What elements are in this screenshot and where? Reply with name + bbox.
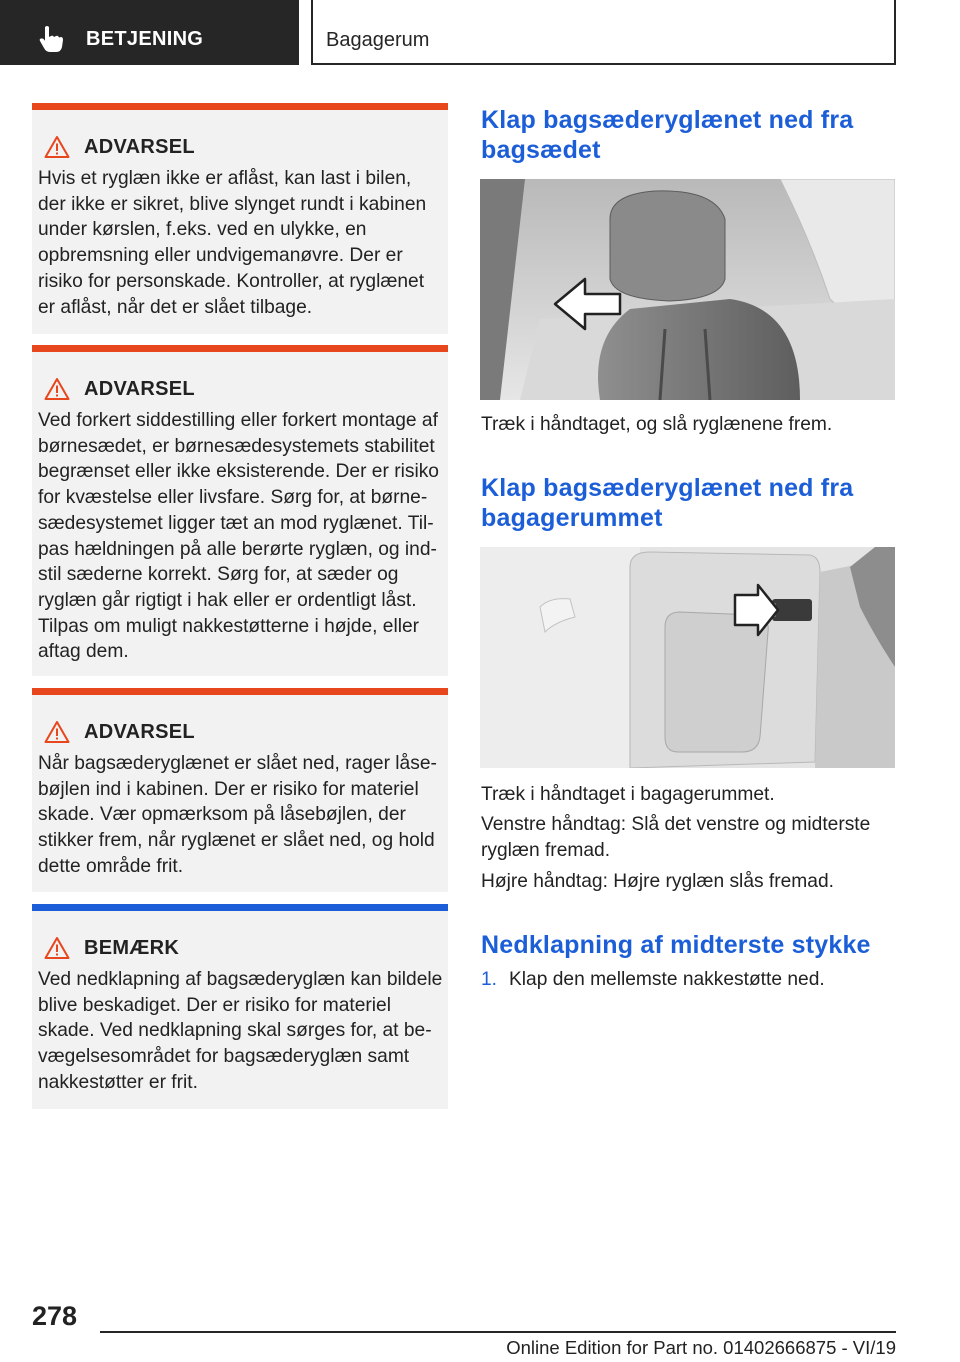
list-item	[481, 967, 896, 993]
section-label: BETJENING	[86, 28, 204, 50]
warning-triangle-icon	[44, 377, 70, 401]
section-heading: Klap bagsæderyglænet ned fra bagagerummet	[481, 474, 854, 532]
warning-title: ADVARSEL	[84, 135, 195, 158]
warning-triangle-icon	[44, 936, 70, 960]
paragraph-right-handle: Højre håndtag: Højre ryglæn slås fremad.	[481, 871, 834, 892]
warning-header	[38, 719, 448, 745]
section-heading: Nedklapning af midterste stykke	[481, 931, 871, 959]
warning-title: ADVARSEL	[84, 377, 195, 400]
figure-caption: Træk i håndtaget, og slå ryglænene frem.	[481, 414, 833, 435]
warning-header	[38, 376, 448, 402]
header-frame	[311, 0, 896, 65]
step-number: 1.	[481, 969, 498, 990]
warning-header	[38, 134, 448, 160]
figure-caption: Træk i håndtaget i bagagerummet.	[481, 784, 775, 805]
warning-box	[32, 345, 448, 676]
hand-pointer-icon	[38, 25, 64, 53]
warning-box	[32, 688, 448, 892]
page-number: 278	[32, 1301, 78, 1331]
notice-header	[38, 935, 448, 961]
section-heading: Klap bagsæderyglænet ned fra bagsædet	[481, 106, 854, 164]
section-tab	[0, 0, 299, 65]
step-text: Klap den mellemste nakkestøtte ned.	[509, 969, 825, 990]
notice-box	[32, 904, 448, 1109]
warning-box	[32, 103, 448, 334]
warning-text: Når bagsæderyglænet er slået ned, rager låsebøjlen ind i kabinen. Der er risiko for materiel skade. Vær opmærksom på låsebøjlen, der stikker frem, når ryglænet er slået ned, og hold dette område frit.	[38, 753, 437, 877]
warning-title: ADVARSEL	[84, 720, 195, 743]
warning-text: Hvis et ryglæn ikke er aflåst, kan last i bilen, der ikke er sikret, blive slynget rundt i kabinen under kørslen, f.eks. ved en ulykke, en opbremsning eller undvigemanøvre. Der er risiko for personskade. Kontroller, at ryglænet er aflåst, når det er slået tilbage.	[38, 168, 427, 318]
warning-triangle-icon	[44, 720, 70, 744]
paragraph-left-handle: Venstre håndtag: Slå det venstre og midterste ryglæn fremad.	[481, 814, 871, 861]
footer-divider	[100, 1331, 896, 1333]
rear-seat-figure	[480, 179, 895, 400]
edition-note: Online Edition for Part no. 01402666875 - VI/19	[506, 1337, 896, 1358]
trunk-handle-figure	[480, 547, 895, 768]
notice-title: BEMÆRK	[84, 936, 180, 959]
page-title: Bagagerum	[326, 29, 430, 51]
warning-text: Ved forkert siddestilling eller forkert montage af børnesædet, er børnesædesystemets stabilitet begrænset eller ikke eksisterende. Der er risiko for kvæstelse eller livsfare. Sørg for, at børnesædesystemet ligger tæt an mod ryglænet. Tilpas hældningen på alle berørte ryglæn, og indstil sæderne korrekt. Sørg for, at sæder og ryglæn går rigtigt i hak eller er ordentligt låst. Tilpas om muligt nakkestøtterne i højde, eller aftag dem.	[38, 410, 439, 663]
warning-triangle-icon	[44, 135, 70, 159]
notice-text: Ved nedklapning af bagsæderyglæn kan bildele blive beskadiget. Der er risiko for materiel skade. Ved nedklapning skal sørges for, at bevægelsesområdet for bagsæderyglæn samt nakkestøtter er frit.	[38, 969, 443, 1093]
